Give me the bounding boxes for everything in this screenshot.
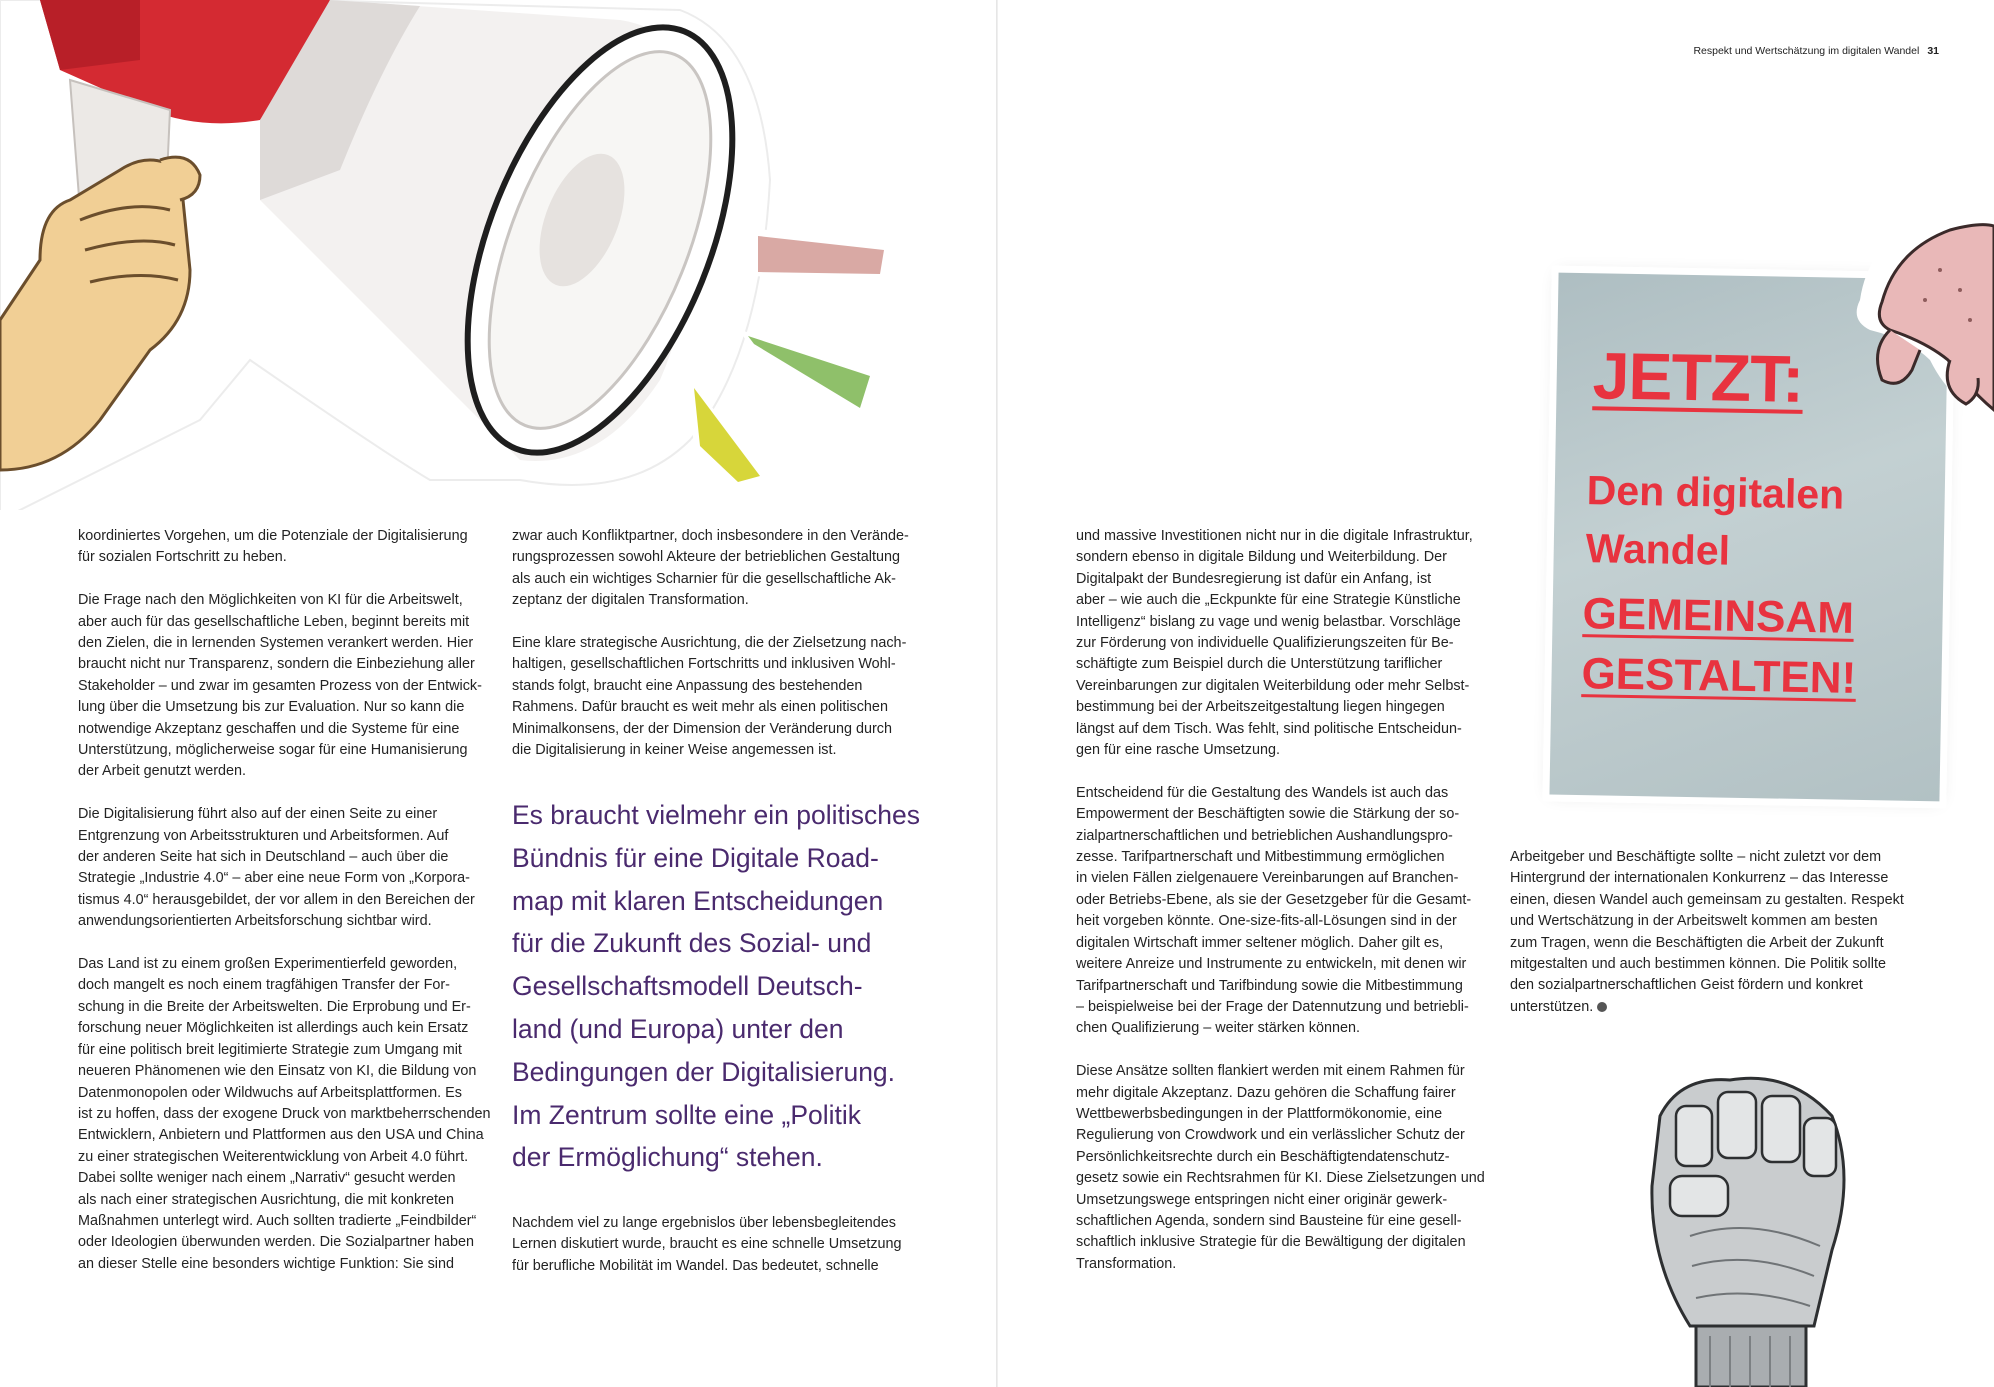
running-header [1693, 45, 1939, 57]
left-column-2 [512, 526, 932, 761]
page-number: 31 [1927, 45, 1939, 57]
paragraph: Diese Ansätze sollten flankiert werden mit einem Rahmen für mehr digitale Akzeptanz. Dazu gehören die Schaffung fairer Wettbewerbsbedingungen in der Plattformökonomie, eine Regulierung von Crowdwork und ein verlässlicher Schutz der Persönlichkeitsrechte durch ein Beschäftigtendatenschutz- gesetz sowie ein Rechtsrahmen für KI. Diese Zielsetzungen und Umsetzungswege entspringen nicht einer originär gewerk- schaftlichen Agenda, sondern sind Bausteine für eine gesell- schaftlich inklusive Strategie für die Bewältigung der digitalen Transformation. [1076, 1063, 1485, 1272]
robot-fist-illustration [1600, 1036, 1880, 1387]
hand-illustration [1830, 210, 1994, 430]
paragraph [1510, 847, 1940, 1018]
paragraph: Das Land ist zu einem großen Experimentierfeld geworden, doch mangelt es noch einem tragfähigen Transfer der For- schung in die Breite der Arbeitswelten. Die Erprobung und Er- forschung neuer Möglichkeiten ist allerdings auch kein Ersatz für eine politisch breit legitimierte Strategie zum Umgang mit neueren Phänomenen wie den Einsatz von KI, die Bildung von Datenmonopolen oder Wildwuchs auf Arbeitsplattformen. Es ist zu hoffen, dass der exogene Druck von marktbeherrschenden Entwicklern, Anbietern und Plattformen aus den USA und China zu einer strategischen Weiterentwicklung von Arbeit 4.0 führt. Dabei sollte weniger nach einem „Narrativ“ gesucht werden als nach einer strategischen Ausrichtung, die mit konkreten Maßnahmen unterlegt wird. Auch sollten tradierte „Feindbilder“ oder Ideologien überwunden werden. Die Sozialpartner haben an dieser Stelle eine besonders wichtige Funktion: Sie sind [78, 956, 491, 1272]
left-page [0, 0, 996, 1387]
sign-line: Wandel [1585, 525, 1731, 574]
paragraph: Die Digitalisierung führt also auf der einen Seite zu einer Entgrenzung von Arbeitsstrukturen und Arbeitsformen. Auf der anderen Seite hat sich in Deutschland – auch über die Strategie „Industrie 4.0“ – aber eine neue Form von „Korpora- tismus 4.0“ herausgebildet, der vor allem in den Bereichen der anwendungsorientierten Arbeitsforschung sichtbar wird. [78, 806, 475, 930]
sign-line: Den digitalen [1586, 467, 1845, 518]
megaphone-illustration [0, 0, 920, 510]
paragraph: zwar auch Konfliktpartner, doch insbesondere in den Verände- rungsprozessen sowohl Akteure der betrieblichen Gestaltung als auch ein wichtiges Scharnier für die gesellschaftliche Ak- zeptanz der digitalen Transformation. [512, 528, 909, 609]
sign-title: JETZT: [1592, 338, 1804, 416]
closing-paragraph-text: Arbeitgeber und Beschäftigte sollte – nicht zuletzt vor dem Hintergrund der internationalen Konkurrenz – das Interesse einen, diesen Wandel auch gemeinsam zu gestalten. Respekt und Wertschätzung in der Arbeitswelt kommen am besten zum Tragen, wenn die Beschäftigten die Arbeit der Zukunft mitgestalten und auch bestimmen können. Die Politik sollte den sozialpartnerschaftlichen Geist fördern und konkret unterstützen. [1510, 849, 1904, 1015]
paragraph: koordiniertes Vorgehen, um die Potenziale der Digitalisierung für sozialen Fortschritt zu heben. [78, 528, 468, 566]
right-column-1 [1076, 526, 1496, 1275]
pull-quote: Es braucht vielmehr ein politisches Bündnis für eine Digitale Road- map mit klaren Entscheidungen für die Zukunft des Sozial- und Gesellschaftsmodell Deutsch- land (und Europa) unter den Bedingungen der Digitalisierung. Im Zentrum sollte eine „Politik der Ermöglichung“ stehen. [512, 800, 920, 1173]
left-column-2-continued [512, 1213, 932, 1277]
right-column-2 [1510, 847, 1940, 1018]
section-title: Respekt und Wertschätzung im digitalen Wandel [1693, 45, 1920, 57]
paragraph: Entscheidend für die Gestaltung des Wandels ist auch das Empowerment der Beschäftigten sowie die Stärkung der so- zialpartnerschaftlichen und betrieblichen Aushandlungspro- zesse. Tarifpartnerschaft und Mitbestimmung ermöglichen in vielen Fällen zielgenauere Vereinbarungen auf Branchen- oder Betriebs-Ebene, als sie der Gesetzgeber für die Gesamt- heit vorgeben könnte. One-size-fits-all-Lösungen sind in der digitalen Wirtschaft immer seltener möglich. Daher gilt es, weitere Anreize und Instrumente zu entwickeln, mit denen wir Tarifpartnerschaft und Tarifbindung sowie die Mitbestimmung – beispielweise bei der Frage der Datennutzung und betriebli- chen Qualifizierung – weiter stärken können. [1076, 784, 1472, 1037]
paragraph: Die Frage nach den Möglichkeiten von KI für die Arbeitswelt, aber auch für das gesellschaftliche Leben, beginnt bereits mit den Zielen, die in lernenden Systemen verankert werden. Hier braucht nicht nur Transparenz, sondern die Einbeziehung aller Stakeholder – und zwar im gesamten Prozess von der Entwick- lung über die Umsetzung bis zur Evaluation. Nur so kann die notwendige Akzeptanz geschaffen und die Systeme für eine Unterstützung, möglicherweise sogar für eine Humanisierung der Arbeit genutzt werden. [78, 592, 482, 780]
paragraph: Eine klare strategische Ausrichtung, die der Zielsetzung nach- haltigen, gesellschaftlichen Fortschritts und inklusiven Wohl- stands folgt, braucht eine Anpassung des bestehenden Rahmens. Dafür braucht es weit mehr als einen politischen Minimalkonsens, der der Dimension der Veränderung durch die Digitalisierung in keiner Weise angemessen ist. [512, 635, 907, 759]
paragraph: und massive Investitionen nicht nur in die digitale Infrastruktur, sondern ebenso in digitale Bildung und Weiterbildung. Der Digitalpakt der Bundesregierung ist dafür ein Anfang, ist aber – wie auch die „Eckpunkte für eine Strategie Künstliche Intelligenz“ bislang zu vage und wenig belastbar. Vorschläge zur Förderung von individuelle Qualifizierungszeiten für Be- schäftigte zum Beispiel durch die Unterstützung tariflicher Vereinbarungen zur digitalen Weiterbildung oder mehr Selbst- bestimmung bei der Arbeitszeitgestaltung liegen hingegen längst auf dem Tisch. Was fehlt, sind politische Entscheidun- gen für eine rasche Umsetzung. [1076, 528, 1473, 759]
paragraph: Nachdem viel zu lange ergebnislos über lebensbegleitendes Lernen diskutiert wurde, braucht es eine schnelle Umsetzung für berufliche Mobilität im Wandel. Das bedeutet, schnelle [512, 1215, 902, 1274]
left-column-1 [78, 526, 498, 1275]
sign-line: GESTALTEN! [1581, 649, 1857, 703]
sign-line: GEMEINSAM [1582, 589, 1855, 643]
end-of-article-icon [1597, 1002, 1607, 1012]
